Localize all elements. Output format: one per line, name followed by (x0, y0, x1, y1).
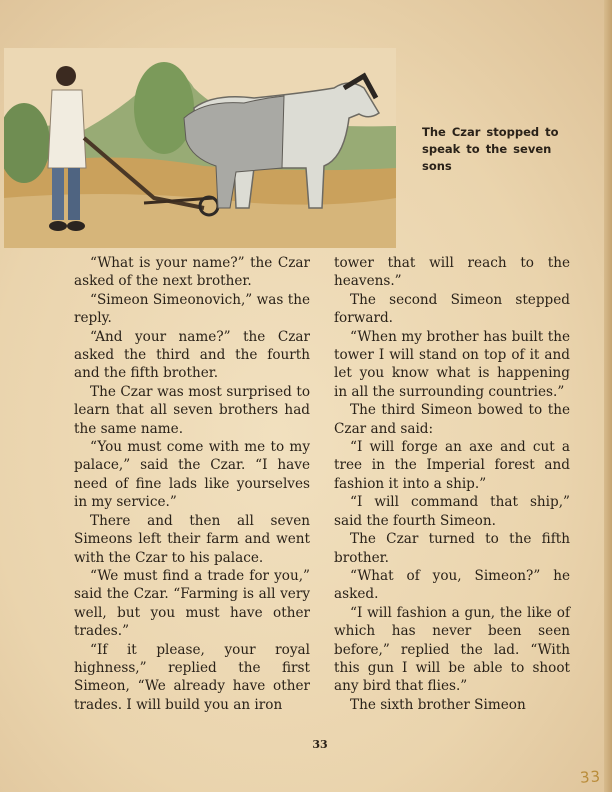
paragraph: “You must come with me to my palace,” said the Czar. “I have need of fine lads like yourselves in my service.” (74, 439, 310, 511)
paragraph-continuation: tower that will reach to the heavens.” (334, 255, 570, 290)
paragraph: The third Simeon bowed to the Czar and said: (334, 402, 570, 437)
left-column (74, 254, 310, 714)
illustration-caption: The Czar stopped to speak to the seven sons (422, 125, 559, 173)
page-edge (604, 0, 612, 792)
paragraph: There and then all seven Simeons left their farm and went with the Czar to his palace. (74, 512, 310, 566)
pencil-page-number: 33 (579, 767, 602, 787)
paragraph: “And your name?” the Czar asked the third and the fourth and the fifth brother. (74, 328, 310, 382)
paragraph: “If it please, your royal highness,” replied the first Simeon, “We already have other trades. I will build you an iron (74, 641, 310, 713)
paragraph: “I will command that ship,” said the fourth Simeon. (334, 494, 570, 529)
paragraph: The Czar turned to the fifth brother. (334, 531, 570, 566)
paragraph: “Simeon Simeonovich,” was the reply. (74, 291, 310, 327)
ploughing-illustration (4, 48, 396, 248)
paragraph: The Czar was most surprised to learn that all seven brothers had the same name. (74, 383, 310, 437)
paragraph: “What is your name?” the Czar asked of the next brother. (74, 255, 310, 290)
paragraph: The sixth brother Simeon (350, 696, 526, 713)
page-number: 33 (312, 738, 328, 751)
paragraph: “When my brother has built the tower I will stand on top of it and let you know what is happening in all the surrounding countries.” (334, 328, 570, 400)
paragraph: The second Simeon stepped forward. (334, 291, 570, 327)
paragraph: “We must find a trade for you,” said the Czar. “Farming is all very well, but you must have other trades.” (74, 567, 310, 640)
right-column (334, 254, 570, 714)
paragraph: “I will forge an axe and cut a tree in the Imperial forest and fashion it into a ship.” (334, 439, 570, 492)
paragraph: “I will fashion a gun, the like of which has never been seen before,” replied the lad. “With this gun I will be able to shoot any bird that flies.” (334, 604, 570, 695)
paragraph: “What of you, Simeon?” he asked. (334, 567, 570, 603)
